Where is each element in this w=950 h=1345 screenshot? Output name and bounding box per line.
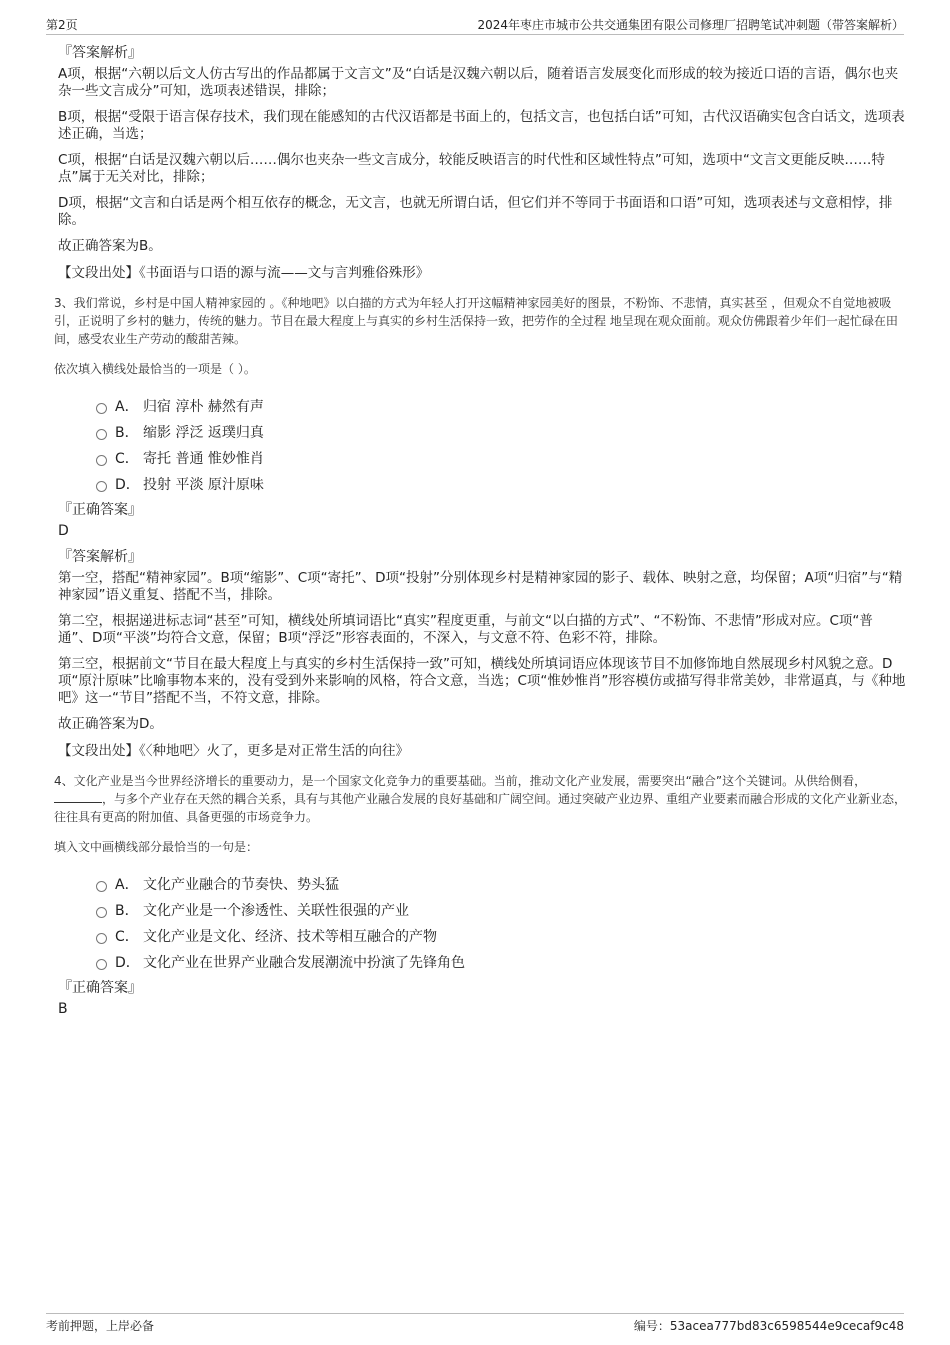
analysis-paragraph: D项，根据“文言和白话是两个相互依存的概念，无文言，也就无所谓白话，但它们并不等同于书面语和口语”可知，选项表述与文意相悖，排除。 — [58, 195, 893, 228]
document-code: 编号：53acea777bd83c6598544e9cecaf9c48 — [633, 1319, 904, 1333]
analysis-paragraph: C项，根据“白话是汉魏六朝以后……偶尔也夹杂一些文言成分，较能反映语言的时代性和区域性特点”可知，选项中“文言文更能反映……特点”属于无关对比，排除； — [58, 152, 885, 185]
analysis-paragraph: B项，根据“受限于语言保存技术，我们现在能感知的古代汉语都是书面上的，包括文言，也包括白话”可知，古代汉语确实包含白话文，选项表述正确，当选； — [58, 109, 905, 142]
question-prompt: 依次填入横线处最恰当的一项是（ ）。 — [54, 362, 256, 376]
analysis-label: 『答案解析』 — [58, 549, 142, 565]
question-prompt: 填入文中画横线部分最恰当的一句是： — [54, 840, 259, 854]
radio-icon[interactable] — [96, 933, 107, 944]
analysis-paragraph: 第二空，根据递进标志词“甚至”可知，横线处所填词语比“真实”程度更重，与前文“以白描的方式”、“不粉饰、不悲情”形成对应。C项“普通”、D项“平淡”均符合文意，保留；B项“浮泛”形容表面的，不深入，与文意不符、色彩不符，排除。 — [58, 613, 873, 646]
option-a[interactable]: A． 文化产业融合的节奏快、势头猛 — [96, 871, 906, 897]
option-c[interactable]: C． 文化产业是文化、经济、技术等相互融合的产物 — [96, 923, 906, 949]
option-list — [56, 393, 906, 497]
page-content — [56, 44, 906, 1026]
radio-icon[interactable] — [96, 907, 107, 918]
page-number: 第2页 — [46, 18, 78, 32]
correct-answer: B — [58, 1001, 68, 1017]
radio-icon[interactable] — [96, 881, 107, 892]
page-footer — [46, 1313, 904, 1338]
passage-source: 【文段出处】《〈种地吧〉火了，更多是对正常生活的向往》 — [58, 743, 409, 759]
footer-slogan: 考前押题，上岸必备 — [46, 1319, 155, 1333]
question-stem: 3、我们常说，乡村是中国人精神家园的 。《种地吧》以白描的方式为年轻人打开这幅精神家园美好的图景，不粉饰、不悲情，真实甚至 ，但观众不自觉地被吸引，正说明了乡村的魅力，传统的魅力。节目在最大程度上与真实的乡村生活保持一致，把劳作的全过程 地呈现在观众面前。观众仿佛跟着少年们一起忙碌在田间，感受农业生产劳动的酸甜苦辣。 — [54, 296, 898, 346]
analysis-paragraph: 第三空，根据前文“节目在最大程度上与真实的乡村生活保持一致”可知，横线处所填词语应体现该节目不加修饰地自然展现乡村风貌之意。D项“原汁原味”比喻事物本来的，没有受到外来影响的风格，符合文意，当选；C项“惟妙惟肖”形容模仿或描写得非常美妙，非常逼真，与《种地吧》这一“节目”搭配不当，不符文意，排除。 — [58, 656, 906, 706]
final-answer-statement: 故正确答案为D。 — [58, 716, 163, 732]
document-title: 2024年枣庄市城市公共交通集团有限公司修理厂招聘笔试冲刺题（带答案解析） — [477, 18, 904, 32]
radio-icon[interactable] — [96, 403, 107, 414]
radio-icon[interactable] — [96, 455, 107, 466]
q2-analysis — [56, 44, 906, 282]
analysis-paragraph: A项，根据“六朝以后文人仿古写出的作品都属于文言文”及“白话是汉魏六朝以后，随着语言发展变化而形成的较为接近口语的言语，偶尔也夹杂一些文言成分”可知，选项表述错误，排除； — [58, 66, 899, 99]
question-3 — [56, 294, 906, 760]
correct-answer-label: 『正确答案』 — [58, 502, 142, 518]
question-stem: 4、文化产业是当今世界经济增长的重要动力，是一个国家文化竞争力的重要基础。当前，推动文化产业发展，需要突出“融合”这个关键词。从供给侧看，，与多个产业存在天然的耦合关系，具有与其他产业融合发展的良好基础和广阔空间。通过突破产业边界、重组产业要素而融合形成的文化产业新业态，往往具有更高的附加值、具备更强的市场竞争力。 — [54, 774, 907, 824]
passage-source: 【文段出处】《书面语与口语的源与流——文与言判雅俗殊形》 — [58, 265, 430, 281]
option-c[interactable]: C． 寄托 普通 惟妙惟肖 — [96, 445, 906, 471]
option-list — [56, 871, 906, 975]
option-a[interactable]: A． 归宿 淳朴 赫然有声 — [96, 393, 906, 419]
radio-icon[interactable] — [96, 429, 107, 440]
analysis-label: 『答案解析』 — [58, 45, 142, 61]
option-b[interactable]: B． 缩影 浮泛 返璞归真 — [96, 419, 906, 445]
option-b[interactable]: B． 文化产业是一个渗透性、关联性很强的产业 — [96, 897, 906, 923]
radio-icon[interactable] — [96, 959, 107, 970]
question-4 — [56, 772, 906, 1018]
final-answer-statement: 故正确答案为B。 — [58, 238, 162, 254]
analysis-paragraph: 第一空，搭配“精神家园”。B项“缩影”、C项“寄托”、D项“投射”分别体现乡村是精神家园的影子、载体、映射之意，均保留；A项“归宿”与“精神家园”语义重复、搭配不当，排除。 — [58, 570, 903, 603]
option-d[interactable]: D． 文化产业在世界产业融合发展潮流中扮演了先锋角色 — [96, 949, 906, 975]
correct-answer-label: 『正确答案』 — [58, 980, 142, 996]
correct-answer: D — [58, 523, 69, 539]
radio-icon[interactable] — [96, 481, 107, 492]
page-header — [46, 14, 904, 35]
fill-in-blank — [54, 790, 102, 803]
option-d[interactable]: D． 投射 平淡 原汁原味 — [96, 471, 906, 497]
